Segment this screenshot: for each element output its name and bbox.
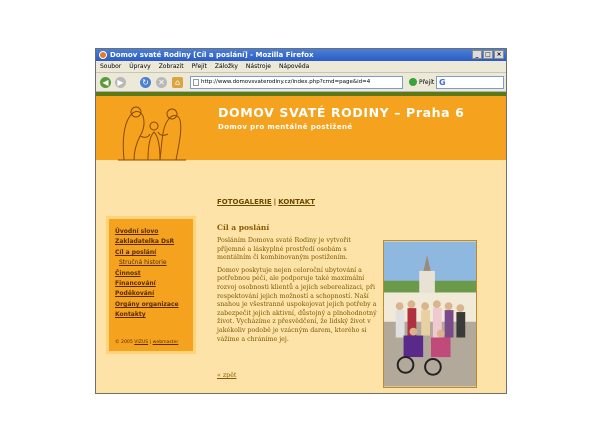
menu-bar bbox=[96, 61, 506, 73]
sidebar-link[interactable]: Úvodní slovo bbox=[115, 228, 159, 235]
sidebar-menu bbox=[109, 219, 193, 321]
close-button[interactable]: × bbox=[494, 50, 504, 59]
main-content bbox=[217, 237, 379, 348]
vizus-link[interactable]: VIZUS bbox=[134, 340, 149, 345]
sidebar-link[interactable]: Cíl a poslání bbox=[115, 248, 157, 256]
sidebar-item-uvodni-slovo bbox=[115, 227, 193, 237]
menu-upravy[interactable]: Úpravy bbox=[129, 63, 151, 70]
footer-separator: | bbox=[148, 340, 153, 345]
browser-window bbox=[95, 48, 507, 394]
sidebar-item-kontakty bbox=[115, 310, 193, 320]
site-title: DOMOV SVATÉ RODINY – Praha 6 bbox=[218, 105, 465, 120]
sidebar-link[interactable]: Kontakty bbox=[115, 311, 146, 319]
sidebar-item-zakladatelka bbox=[115, 237, 193, 247]
reload-button[interactable]: ↻ bbox=[140, 77, 151, 88]
back-button[interactable]: ◀ bbox=[100, 77, 111, 88]
forward-button[interactable]: ▶ bbox=[115, 77, 126, 88]
go-icon[interactable] bbox=[409, 78, 417, 86]
menu-napoveda[interactable]: Nápověda bbox=[278, 63, 310, 70]
menu-soubor[interactable]: Soubor bbox=[100, 63, 122, 70]
copyright-text: © 2005 bbox=[115, 340, 135, 345]
sidebar-link[interactable]: Orgány organizace bbox=[115, 300, 179, 308]
sidebar-link[interactable]: Poděkování bbox=[115, 290, 155, 298]
sidebar-footer bbox=[115, 340, 178, 345]
sidebar-item-podekovani bbox=[115, 289, 193, 299]
page-viewport bbox=[96, 92, 506, 394]
sidebar-item-financovani bbox=[115, 279, 193, 289]
url-bar[interactable] bbox=[190, 76, 403, 89]
nav-separator: | bbox=[273, 198, 277, 206]
site-header bbox=[96, 92, 506, 160]
menu-zalozky[interactable]: Záložky bbox=[214, 63, 238, 70]
go-button[interactable]: Přejít bbox=[419, 79, 435, 86]
paragraph: Domov poskytuje nejen celoroční ubytování a potřebnou péči, ale podporuje také maximální rozvoj osobnosti klientů a jejich seberealizaci, při respektování jejich možností a schopností. Naší snahou je všestranně uspokojovat jejich potřeby a zabezpečit jejich aktivní, důstojný a plnohodnotný život. Vycházíme z přesvědčení, že lidský život v jakékoliv podobě je vzácným darem, kterého si vážíme a chráníme jej. bbox=[217, 266, 377, 343]
sidebar-link[interactable]: Stručná historie bbox=[119, 259, 167, 267]
fotogalerie-link[interactable]: FOTOGALERIE bbox=[217, 198, 272, 206]
sidebar-link[interactable]: Činnost bbox=[115, 269, 141, 277]
window-title: Domov svaté Rodiny [Cíl a poslání] - Mozilla Firefox bbox=[110, 51, 314, 59]
top-navigation bbox=[217, 198, 315, 206]
sidebar-item-cinnost bbox=[115, 269, 193, 279]
firefox-icon bbox=[99, 51, 107, 59]
url-text: http://www.domovsvaterodiny.cz/index.php?cmd=page&id=4 bbox=[201, 79, 371, 85]
sidebar-item-organy bbox=[115, 300, 193, 310]
navigation-toolbar bbox=[96, 73, 506, 92]
kontakt-link[interactable]: KONTAKT bbox=[278, 198, 315, 206]
google-icon: G bbox=[439, 78, 446, 87]
title-bar bbox=[96, 49, 506, 61]
sidebar-link[interactable]: Zakladatelka DsR bbox=[115, 238, 175, 246]
menu-zobrazit[interactable]: Zobrazit bbox=[158, 63, 184, 70]
holy-family-logo-icon bbox=[110, 100, 190, 162]
maximize-button[interactable]: □ bbox=[483, 50, 493, 59]
sidebar-item-strucna-historie bbox=[115, 258, 193, 268]
sidebar bbox=[106, 216, 196, 354]
back-link[interactable]: « zpět bbox=[217, 372, 237, 379]
minimize-button[interactable]: _ bbox=[472, 50, 482, 59]
page-title: Cíl a poslání bbox=[217, 223, 270, 232]
menu-prejit[interactable]: Přejít bbox=[191, 63, 207, 70]
sidebar-item-cil-a-poslani bbox=[115, 248, 193, 258]
menu-nastroje[interactable]: Nástroje bbox=[245, 63, 271, 70]
page-icon bbox=[193, 79, 199, 86]
sidebar-link[interactable]: Financování bbox=[115, 280, 156, 288]
search-input[interactable] bbox=[436, 76, 504, 89]
stop-button[interactable]: ✕ bbox=[156, 77, 167, 88]
group-photo bbox=[383, 240, 477, 388]
site-subtitle: Domov pro mentálně postižené bbox=[218, 123, 353, 131]
paragraph: Posláním Domova svaté Rodiny je vytvořit příjemné a láskyplné prostředí osobám s mentálním či kombinovaným postižením. bbox=[217, 237, 351, 262]
home-button[interactable]: ⌂ bbox=[172, 77, 183, 88]
webmaster-link[interactable]: webmaster bbox=[152, 340, 179, 345]
